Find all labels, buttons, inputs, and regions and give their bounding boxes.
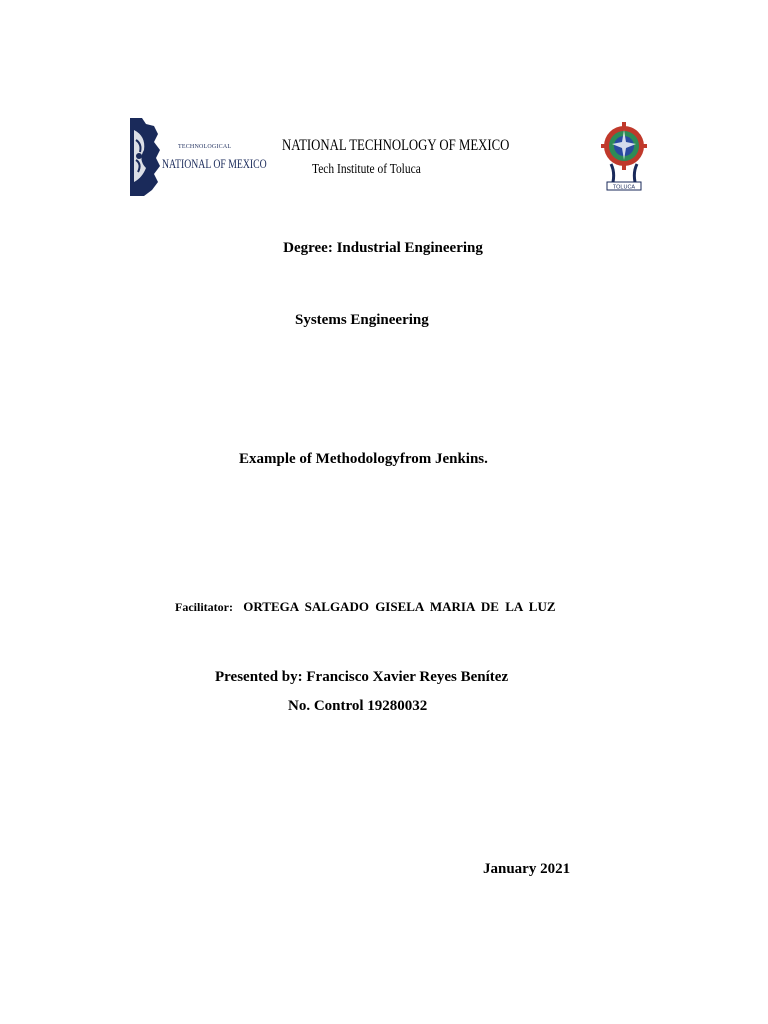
institution-title: NATIONAL TECHNOLOGY OF MEXICO [282, 137, 510, 154]
degree-line [0, 240, 768, 257]
facilitator-label: Facilitator: [175, 600, 233, 614]
logo-big-text: NATIONAL OF MEXICO [162, 157, 267, 171]
topic-line: Example of Methodologyfrom Jenkins. [239, 451, 488, 467]
facilitator-name: ORTEGA SALGADO GISELA MARIA DE LA LUZ [243, 599, 556, 614]
logo-small-text: TECHNOLOGICAL [178, 144, 232, 150]
institution-subtitle: Tech Institute of Toluca [312, 162, 421, 177]
facilitator-line [175, 599, 556, 615]
tecnm-logo-icon [124, 116, 162, 198]
toluca-logo-icon [601, 120, 647, 192]
subject-line: Systems Engineering [295, 312, 429, 328]
degree-text: Degree: Industrial Engineering [283, 240, 483, 256]
date-line: January 2021 [483, 861, 571, 877]
presented-by-line: Presented by: Francisco Xavier Reyes Benítez [215, 669, 509, 685]
control-number-line: No. Control 19280032 [288, 698, 428, 714]
toluca-logo-text: TOLUCA [612, 184, 636, 191]
